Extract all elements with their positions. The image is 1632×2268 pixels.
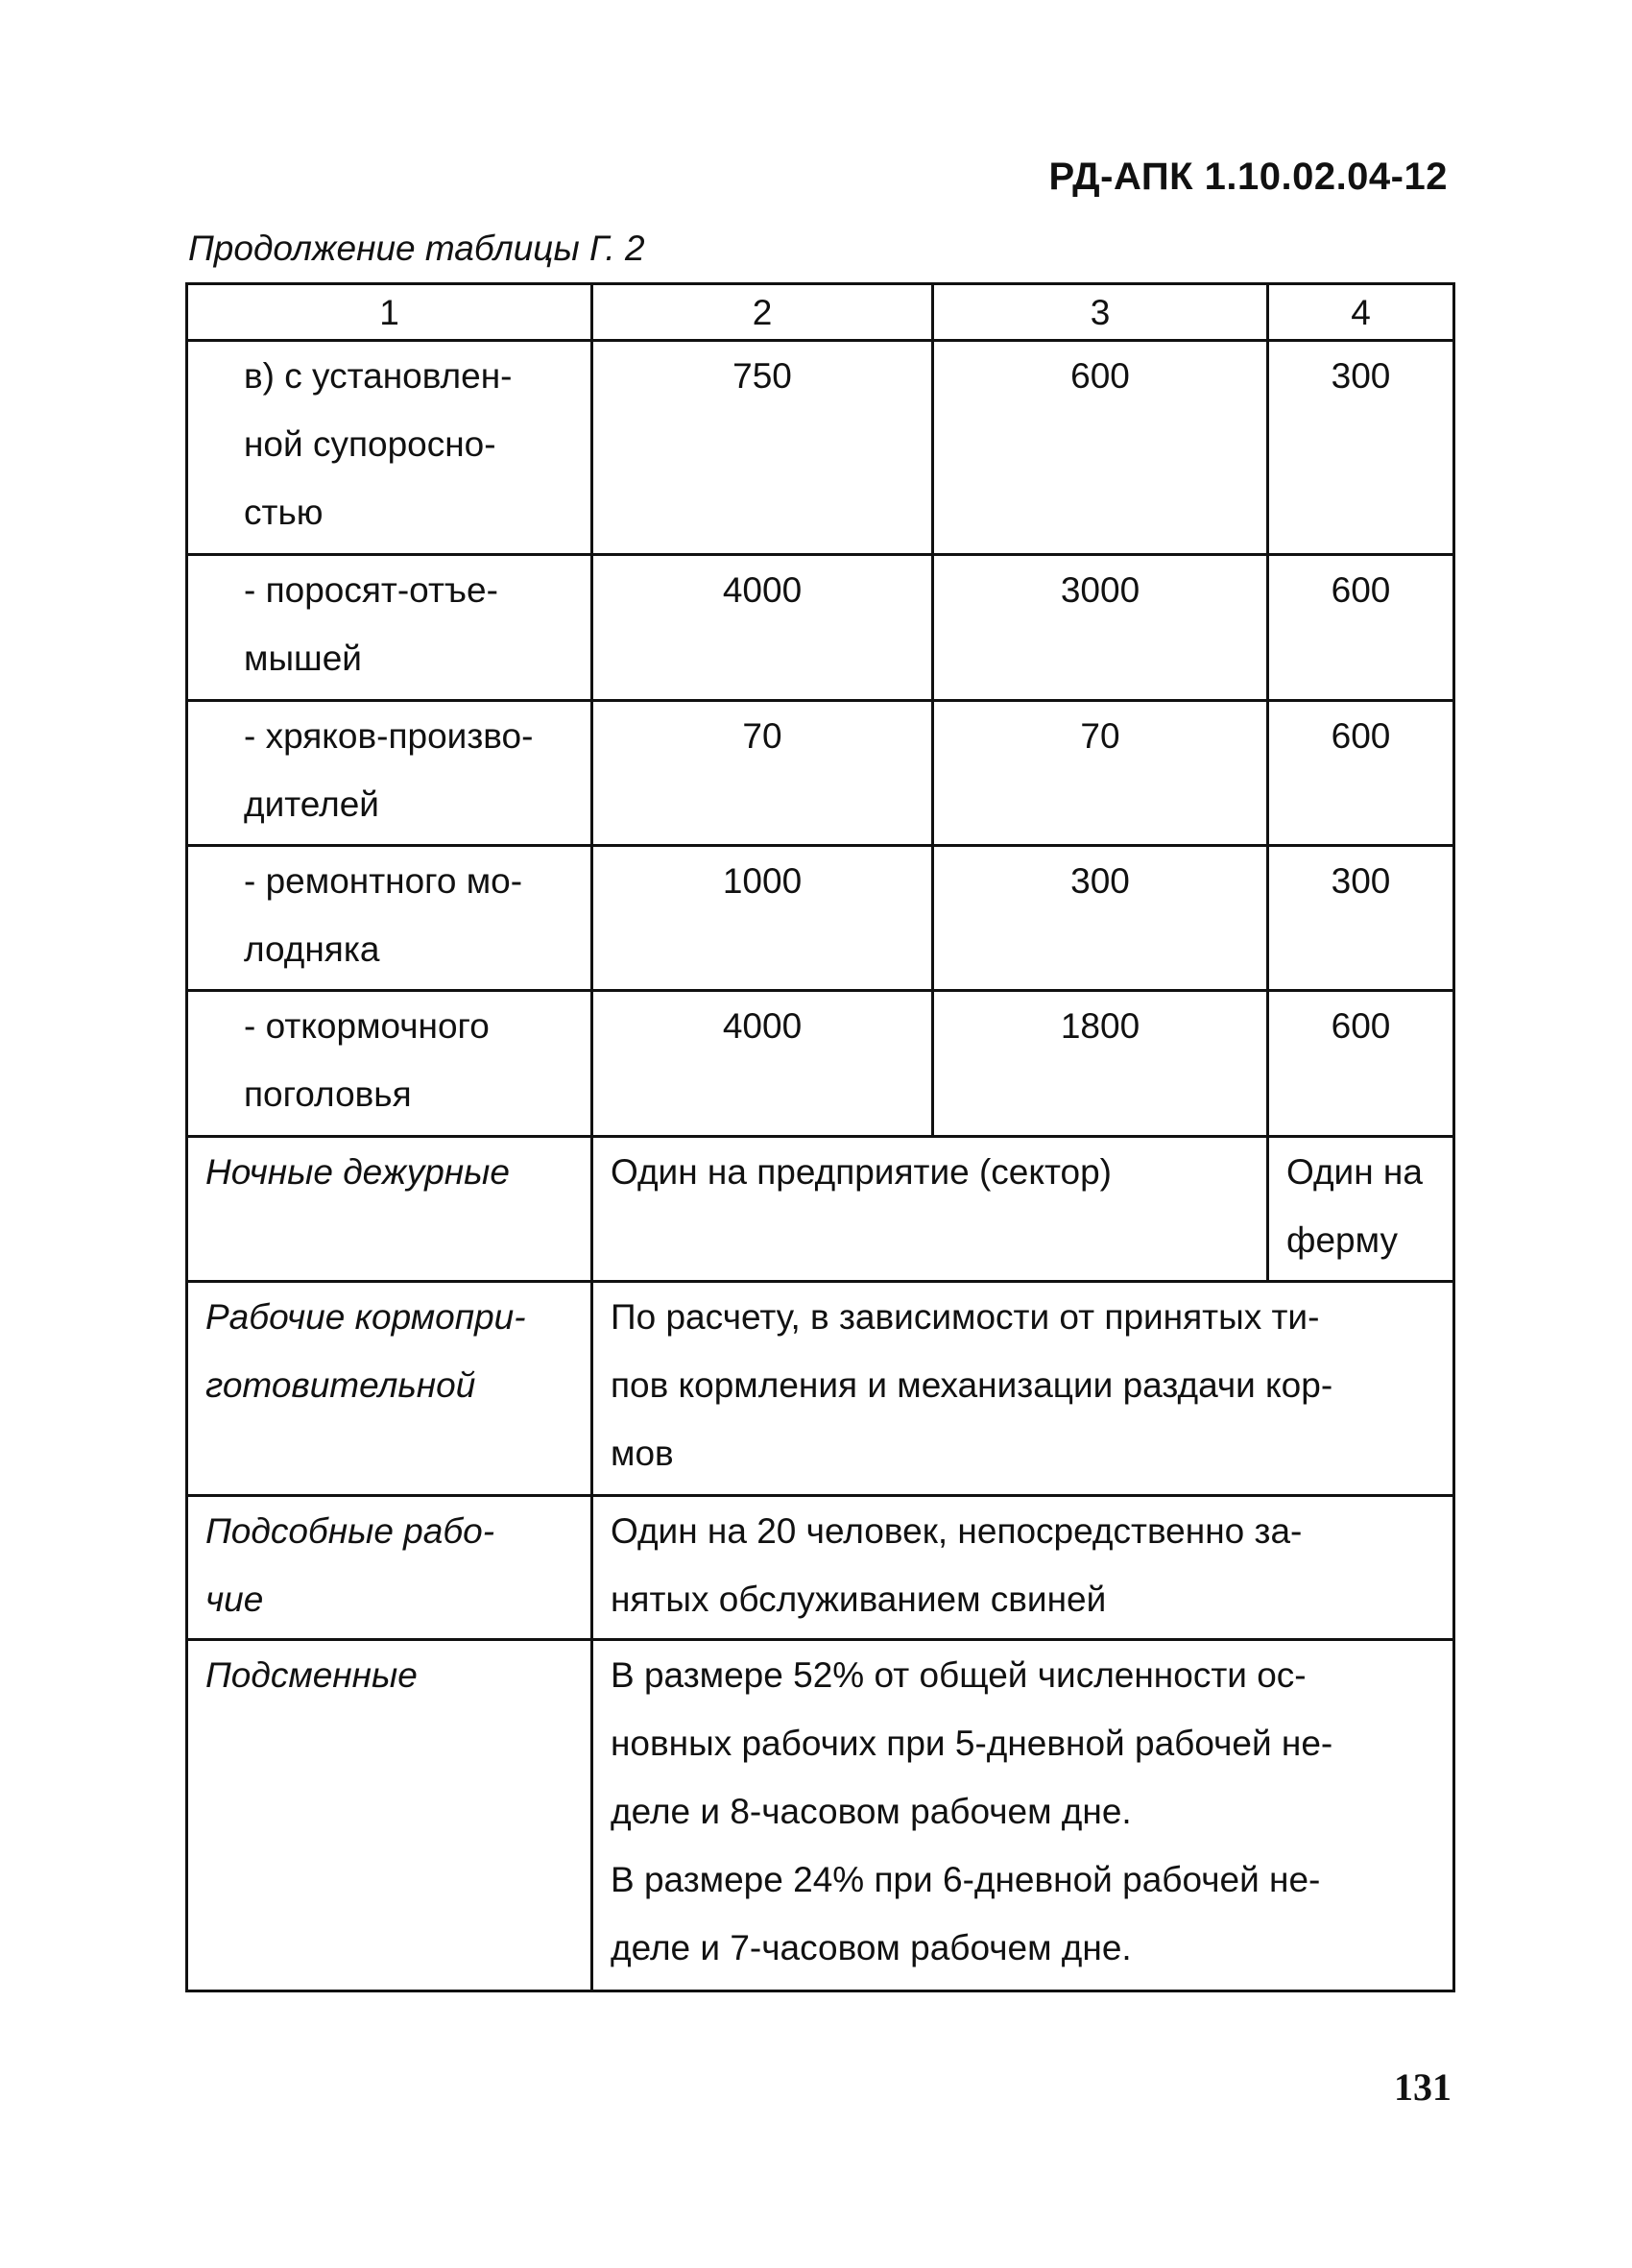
document-code: РД-АПК 1.10.02.04-12 — [1048, 156, 1448, 198]
table-caption: Продолжение таблицы Г. 2 — [188, 229, 645, 268]
cell-value: 750 — [592, 341, 933, 555]
table-row — [187, 555, 1454, 701]
night-duty-row — [187, 1137, 1454, 1282]
cell-value — [592, 1640, 1454, 1991]
cell-value: 300 — [933, 846, 1268, 991]
cell-value: 600 — [1268, 991, 1454, 1137]
cell-value: Один на 20 человек, непосредственно за- нятых обслуживанием свиней — [592, 1496, 1454, 1640]
row-label: Рабочие кормопри- готовительной — [187, 1282, 592, 1496]
cell-value: Один на предприятие (сектор) — [592, 1137, 1268, 1282]
table-row — [187, 846, 1454, 991]
table-row — [187, 701, 1454, 846]
row-label: Подсменные — [187, 1640, 592, 1991]
cell-value: 1800 — [933, 991, 1268, 1137]
row-label: - хряков-произво- дителей — [187, 701, 592, 846]
cell-value: 600 — [933, 341, 1268, 555]
row-label: - ремонтного мо- лодняка — [187, 846, 592, 991]
col-header-3: 3 — [933, 284, 1268, 341]
row-label: Подсобные рабо- чие — [187, 1496, 592, 1640]
table-header-row — [187, 284, 1454, 341]
cell-value: 70 — [933, 701, 1268, 846]
col-header-2: 2 — [592, 284, 933, 341]
staffing-table — [185, 282, 1455, 1992]
page-number: 131 — [1394, 2065, 1452, 2109]
cell-value: 300 — [1268, 341, 1454, 555]
cell-value: 300 — [1268, 846, 1454, 991]
cell-value: Один на ферму — [1268, 1137, 1454, 1282]
cell-value: 600 — [1268, 701, 1454, 846]
row-label: - откормочного поголовья — [187, 991, 592, 1137]
relief-paragraph-2: В размере 24% при 6-дневной рабочей не- деле и 7-часовом рабочем дне. — [611, 1860, 1321, 1967]
cell-value: 600 — [1268, 555, 1454, 701]
aux-workers-row — [187, 1496, 1454, 1640]
feed-workers-row — [187, 1282, 1454, 1496]
col-header-4: 4 — [1268, 284, 1454, 341]
cell-value: 1000 — [592, 846, 933, 991]
table-row — [187, 991, 1454, 1137]
row-label: Ночные дежурные — [187, 1137, 592, 1282]
table-row — [187, 341, 1454, 555]
row-label: в) с установлен- ной супоросно- стью — [187, 341, 592, 555]
cell-value: 70 — [592, 701, 933, 846]
col-header-1: 1 — [187, 284, 592, 341]
cell-value: По расчету, в зависимости от принятых ти- пов кормления и механизации раздачи кор- мов — [592, 1282, 1454, 1496]
cell-value: 4000 — [592, 991, 933, 1137]
cell-value: 3000 — [933, 555, 1268, 701]
relief-paragraph-1: В размере 52% от общей численности ос- новных рабочих при 5-дневной рабочей не- деле и 8-часовом рабочем дне. — [611, 1655, 1333, 1831]
cell-value: 4000 — [592, 555, 933, 701]
row-label: - поросят-отъе- мышей — [187, 555, 592, 701]
relief-workers-row — [187, 1640, 1454, 1991]
